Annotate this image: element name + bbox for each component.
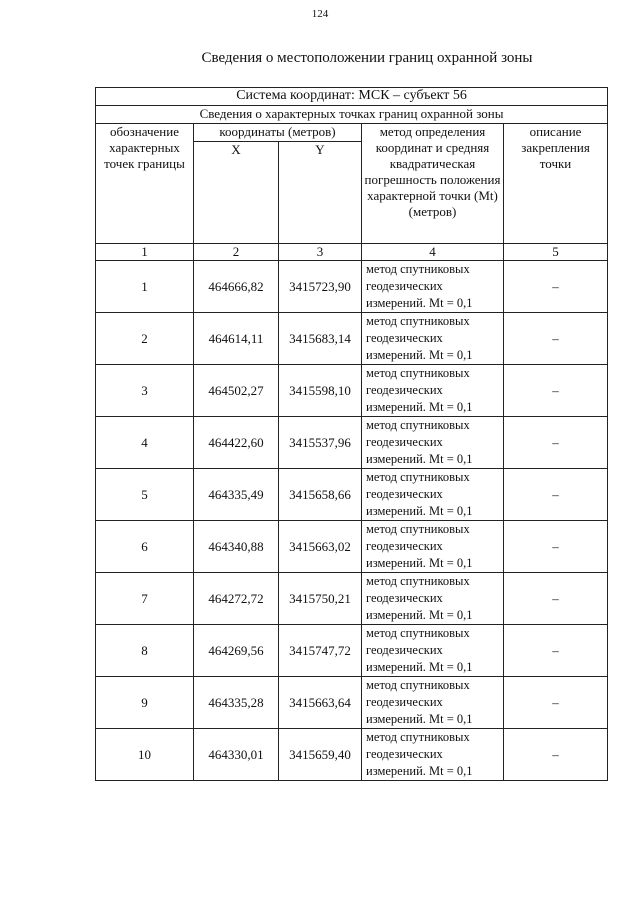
point-cell: 9 (96, 677, 194, 729)
method-cell: метод спутниковых геодезических измерений. Mt = 0,1 (362, 521, 504, 573)
document-title-text: Сведения о местоположении границ охранной зоны (201, 50, 533, 66)
coordinate-system-cell: Система координат: МСК – субъект 56 (96, 88, 608, 106)
method-cell: метод спутниковых геодезических измерений. Mt = 0,1 (362, 729, 504, 781)
description-cell: – (504, 573, 608, 625)
x-cell: 464335,28 (194, 677, 279, 729)
table-row (96, 521, 608, 573)
x-cell: 464614,11 (194, 313, 279, 365)
y-cell: 3415659,40 (279, 729, 362, 781)
y-cell: 3415658,66 (279, 469, 362, 521)
description-cell: – (504, 417, 608, 469)
description-cell: – (504, 521, 608, 573)
description-cell: – (504, 625, 608, 677)
x-cell: 464666,82 (194, 261, 279, 313)
header-y: Y (279, 142, 362, 244)
description-cell: – (504, 313, 608, 365)
method-cell: метод спутниковых геодезических измерений. Mt = 0,1 (362, 417, 504, 469)
y-cell: 3415723,90 (279, 261, 362, 313)
y-cell: 3415598,10 (279, 365, 362, 417)
x-cell: 464269,56 (194, 625, 279, 677)
column-number: 2 (194, 244, 279, 261)
method-cell: метод спутниковых геодезических измерений. Mt = 0,1 (362, 677, 504, 729)
header-row-1 (96, 124, 608, 142)
table-row (96, 729, 608, 781)
point-cell: 7 (96, 573, 194, 625)
coordinates-table (95, 87, 608, 781)
method-cell: метод спутниковых геодезических измерений. Mt = 0,1 (362, 313, 504, 365)
description-cell: – (504, 677, 608, 729)
table-row (96, 417, 608, 469)
header-method: метод определения координат и средняя квадратическая погрешность положения характерной точки (Mt) (метров) (362, 124, 504, 244)
y-cell: 3415663,64 (279, 677, 362, 729)
x-cell: 464335,49 (194, 469, 279, 521)
point-cell: 2 (96, 313, 194, 365)
x-cell: 464330,01 (194, 729, 279, 781)
column-number: 3 (279, 244, 362, 261)
header-coordinates-group: координаты (метров) (194, 124, 362, 142)
y-cell: 3415747,72 (279, 625, 362, 677)
table-row (96, 469, 608, 521)
column-numbers-row (96, 244, 608, 261)
subtitle-row (96, 106, 608, 124)
point-cell: 6 (96, 521, 194, 573)
header-x: X (194, 142, 279, 244)
table-row (96, 625, 608, 677)
x-cell: 464502,27 (194, 365, 279, 417)
description-cell: – (504, 469, 608, 521)
table-row (96, 365, 608, 417)
table-row (96, 313, 608, 365)
y-cell: 3415663,02 (279, 521, 362, 573)
description-cell: – (504, 365, 608, 417)
header-description: описание закрепления точки (504, 124, 608, 244)
header-point-designation: обозначение характерных точек границы (96, 124, 194, 244)
x-cell: 464422,60 (194, 417, 279, 469)
method-cell: метод спутниковых геодезических измерений. Mt = 0,1 (362, 261, 504, 313)
page-number: 124 (311, 8, 329, 20)
y-cell: 3415537,96 (279, 417, 362, 469)
point-cell: 5 (96, 469, 194, 521)
column-number: 1 (96, 244, 194, 261)
subtitle-cell: Сведения о характерных точках границ охранной зоны (96, 106, 608, 124)
x-cell: 464272,72 (194, 573, 279, 625)
point-cell: 1 (96, 261, 194, 313)
point-cell: 4 (96, 417, 194, 469)
method-cell: метод спутниковых геодезических измерений. Mt = 0,1 (362, 573, 504, 625)
x-cell: 464340,88 (194, 521, 279, 573)
method-cell: метод спутниковых геодезических измерений. Mt = 0,1 (362, 625, 504, 677)
document-title (0, 50, 640, 67)
description-cell: – (504, 729, 608, 781)
method-cell: метод спутниковых геодезических измерений. Mt = 0,1 (362, 469, 504, 521)
table-row (96, 677, 608, 729)
table-row (96, 261, 608, 313)
y-cell: 3415750,21 (279, 573, 362, 625)
point-cell: 10 (96, 729, 194, 781)
column-number: 4 (362, 244, 504, 261)
y-cell: 3415683,14 (279, 313, 362, 365)
point-cell: 8 (96, 625, 194, 677)
system-row (96, 88, 608, 106)
point-cell: 3 (96, 365, 194, 417)
description-cell: – (504, 261, 608, 313)
method-cell: метод спутниковых геодезических измерений. Mt = 0,1 (362, 365, 504, 417)
table-row (96, 573, 608, 625)
column-number: 5 (504, 244, 608, 261)
